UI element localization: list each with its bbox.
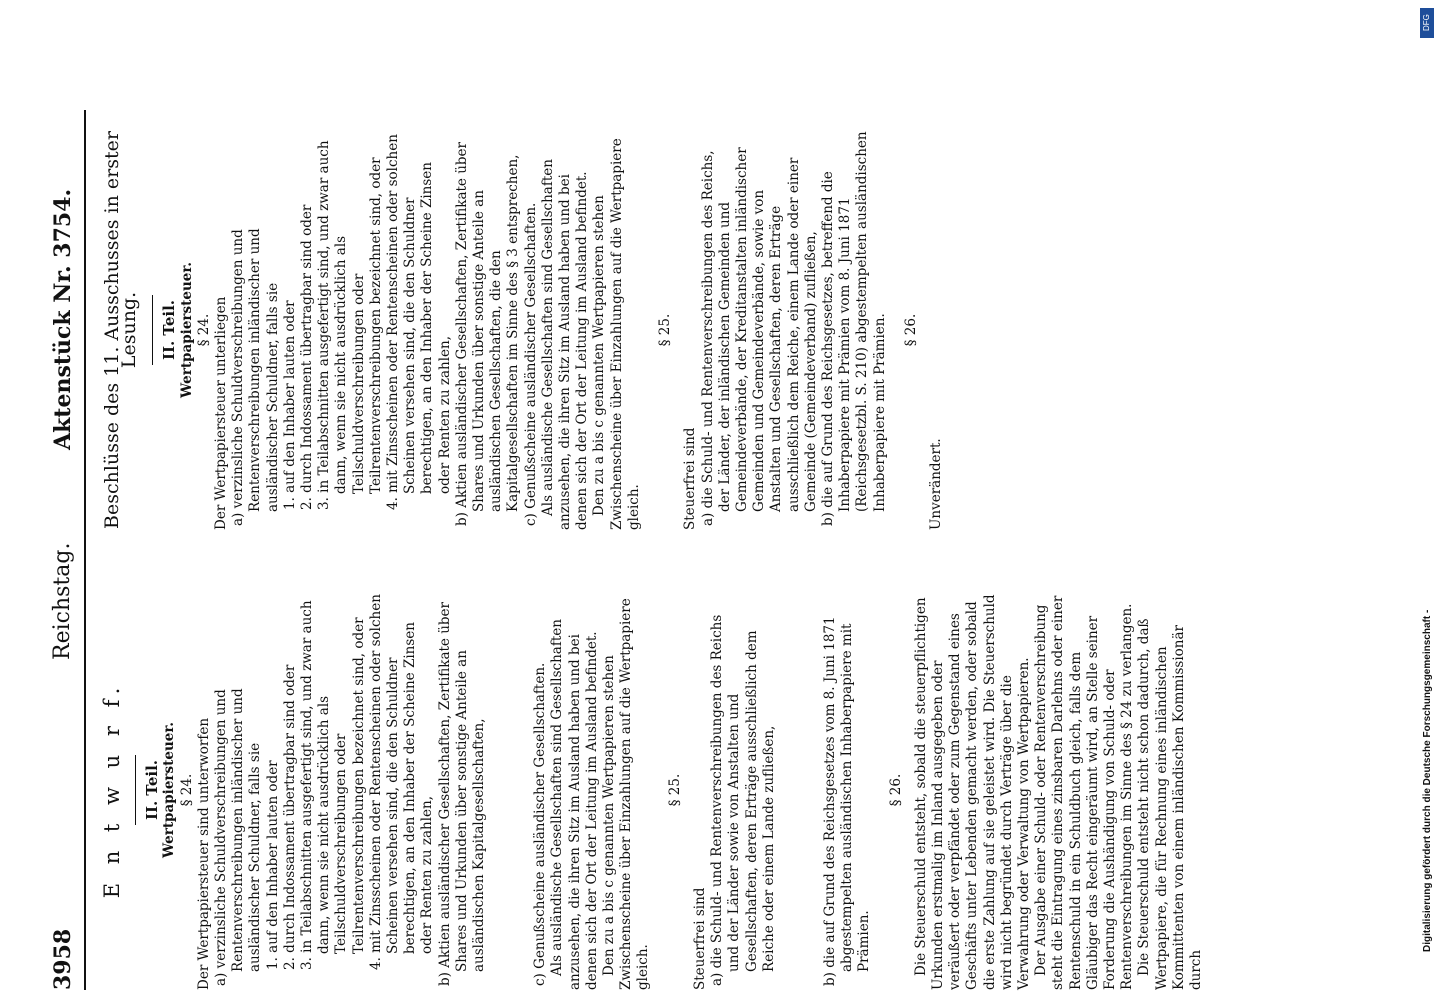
divider xyxy=(135,755,136,825)
paragraph: Die Steuerschuld entsteht nicht schon dadurch, daß Wertpapiere, die für Rechnung eines inländischen Kommittenten von einem inländischen Kommissionär durch xyxy=(1136,618,1204,990)
document-number: Aktenstück Nr. 3754. xyxy=(50,188,76,450)
paragraph: Steuerfrei sind xyxy=(691,887,708,990)
page-number: 3958 xyxy=(50,928,76,990)
part-subheading: Wertpapiersteuer. xyxy=(178,262,195,398)
list-item: b) Aktien ausländischer Gesellschaften, Zertifikate über Shares und Urkunden über sonstige Anteile an ausländischen Kapitalgesellschaften, xyxy=(436,602,488,986)
page-header xyxy=(50,110,86,990)
paragraph: Der Ausgabe einer Schuld- oder Rentenverschreibung steht die Eintragung eines zinsbaren Darlehns oder einer Rentenschuld in ein Schuldbuch gleich, falls dem Gläubiger das Recht eingeräumt wird, an Stelle seiner Forderung die Aushändigung von Schuld- oder Rentenverschreibungen im Sinne des § 24 zu verlangen. xyxy=(1033,595,1136,990)
list-item: c) Genußscheine ausländischer Gesellschaften. xyxy=(532,662,549,986)
column-title: E n t w u r f. xyxy=(100,681,124,899)
paragraph: Den zu a bis c genannten Wertpapieren stehen Zwischenscheine über Einzahlungen auf die Wertpapiere gleich. xyxy=(591,138,642,530)
part-heading: II. Teil. xyxy=(143,759,162,821)
list-item: b) Aktien ausländischer Gesellschaften, Zertifikate über Shares und Urkunden über sonstige Anteile an ausländischen Gesellschaften, die den Kapitalgesellschaften im Sinne des § 3 entsprechen, xyxy=(453,142,522,526)
section-heading: § 24. xyxy=(178,773,195,807)
list-item: a) die Schuld- und Rentenverschreibungen des Reichs, der Länder, der inländischen Gemeinden und Gemeindeverbände, der Kreditanstalten inländischer Gemeinden und Gemeindeverbände, sowie von Anstalten und Gesellschaften, deren Erträge ausschließlich dem Reiche, einem Lande oder einer Gemeinde (Gemeindeverband) zufließen, xyxy=(699,147,819,526)
list-item: 3. in Teilabschnitten ausgefertigt sind, und zwar auch dann, wenn sie nicht ausdrücklich als Teilschuldverschreibungen oder Teilrentenverschreibungen bezeichnet sind, oder xyxy=(316,140,384,510)
list-item: a) verzinsliche Schuldverschreibungen und Rentenverschreibungen inländischer und ausländischer Schuldner, falls sie xyxy=(230,228,281,526)
paragraph: Als ausländische Gesellschaften sind Gesellschaften anzusehen, die ihren Sitz im Ausland haben und bei denen sich der Ort der Leitung im Ausland befindet. xyxy=(549,619,600,990)
section-heading: § 26. xyxy=(887,773,904,807)
list-item: 2. durch Indossament übertragbar sind oder xyxy=(281,664,298,970)
paragraph: Den zu a bis c genannten Wertpapieren stehen Zwischenscheine über Einzahlungen auf die Wertpapiere gleich. xyxy=(601,598,652,990)
section-heading: § 26. xyxy=(902,313,919,347)
paragraph: Unverändert. xyxy=(927,438,944,530)
chamber-name: Reichstag. xyxy=(50,542,75,660)
list-item: a) verzinsliche Schuldverschreibungen und Rentenverschreibungen inländischer und ausländischer Schuldner, falls sie xyxy=(213,688,264,986)
section-heading: § 25. xyxy=(657,313,674,347)
list-item: 1. auf den Inhaber lauten oder xyxy=(264,760,281,970)
section-heading: § 25. xyxy=(666,773,683,807)
divider xyxy=(152,295,153,365)
list-item: b) die auf Grund des Reichsgesetzes, betreffend die Inhaberpapiere mit Prämien vom 8. Juni 1871 (Reichsgesetzbl. S. 210) abgestempelten ausländischen Inhaberpapiere mit Prämien. xyxy=(819,131,888,526)
dfg-logo: DFG xyxy=(1420,8,1434,38)
list-item: 4. mit Zinsscheinen oder Rentenscheinen oder solchen Scheinen versehen sind, die den Schuldner berechtigen, an den Inhaber der Scheine Zinsen oder Renten zu zahlen, xyxy=(367,594,436,970)
list-item: 4. mit Zinsscheinen oder Rentenscheinen oder solchen Scheinen versehen sind, die den Schuldner berechtigen, an den Inhaber der Scheine Zinsen oder Renten zu zahlen, xyxy=(385,134,453,510)
digitization-credit: Digitalisierung gefördert durch die Deutsche Forschungsgemeinschaft - xyxy=(1422,609,1433,952)
paragraph: Der Wertpapiersteuer unterliegen xyxy=(213,296,230,530)
paragraph: Die Steuerschuld entsteht, sobald die steuerpflichtigen Urkunden erstmalig im Inland ausgegeben oder veräußert oder verpfändet oder zum Gegenstand eines Geschäfts unter Lebenden gemacht werden, oder sobald die erste Zahlung auf sie geleistet wird. Die Steuerschuld wird nicht begründet durch Verträge über die Verwahrung oder Verwaltung von Wertpapieren. xyxy=(912,594,1032,990)
list-item: a) die Schuld- und Rentenverschreibungen des Reichs und der Länder sowie von Anstalten und Gesellschaften, deren Erträge ausschließlich dem Reiche oder einem Lande zufließen, xyxy=(709,614,777,986)
list-item: 3. in Teilabschnitten ausgefertigt sind, und zwar auch dann, wenn sie nicht ausdrücklich als Teilschuldverschreibungen oder Teilrentenverschreibungen bezeichnet sind, oder xyxy=(299,600,367,970)
part-subheading: Wertpapiersteuer. xyxy=(161,722,178,858)
column-title: Beschlüsse des 11. Ausschusses in erster Lesung. xyxy=(101,131,141,529)
section-heading: § 24. xyxy=(195,313,212,347)
committee-column xyxy=(100,130,945,530)
list-item: 2. durch Indossament übertragbar sind oder xyxy=(299,204,316,510)
paragraph: Als ausländische Gesellschaften sind Gesellschaften anzusehen, die ihren Sitz im Ausland haben und bei denen sich der Ort der Leitung im Ausland befindet. xyxy=(539,159,591,530)
list-item: b) die auf Grund des Reichsgesetzes vom 8. Juni 1871 abgestempelten ausländischen Inhaberpapiere mit Prämien. xyxy=(821,616,873,986)
part-heading: II. Teil. xyxy=(160,299,179,361)
list-item: 1. auf den Inhaber lauten oder xyxy=(281,300,298,510)
draft-column xyxy=(100,590,1205,990)
list-item: c) Genußscheine ausländischer Gesellschaften. xyxy=(522,202,539,526)
paragraph: Steuerfrei sind xyxy=(682,427,699,530)
document-page xyxy=(50,110,1330,990)
paragraph: Der Wertpapiersteuer sind unterworfen xyxy=(195,717,212,990)
